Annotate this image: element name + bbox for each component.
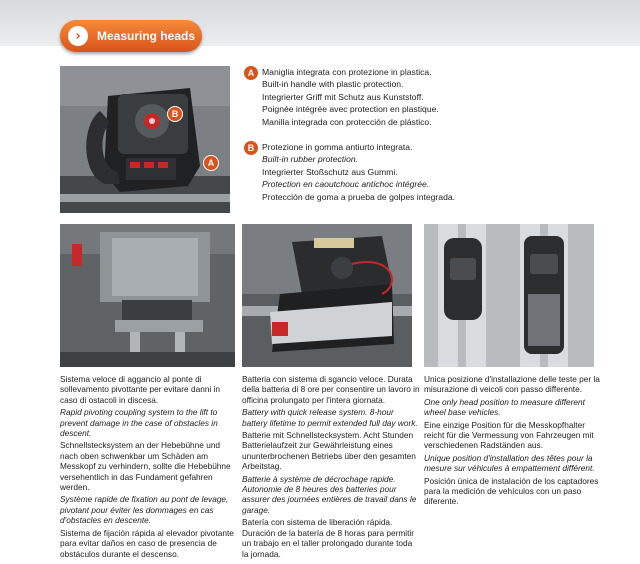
column-paragraph: Posición única de instalación de los captadores para la medición de vehículos con un paso diferente. xyxy=(424,475,599,507)
column-paragraph: Rapid pivoting coupling system to the lift to prevent damage in the case of obstacles in descent. xyxy=(60,407,218,439)
column-paragraph: Unica posizione d'installazione delle teste per la misurazione di veicoli con passo differente. xyxy=(424,374,600,395)
column-wheelbase xyxy=(424,374,602,509)
feature-b-line: Protezione in gomma antiurto integrata. xyxy=(262,142,413,152)
battery-illustration xyxy=(242,224,412,367)
photo-wheelbase xyxy=(424,224,594,367)
feature-a-line: Built-in handle with plastic protection. xyxy=(262,79,404,90)
column-paragraph: Sistema veloce di aggancio al ponte di sollevamento pivottante per evitare danni in caso di ostacoli in discesa. xyxy=(60,374,221,405)
section-title-pill xyxy=(60,20,202,52)
column-paragraph: Sistema de fijación rápida al elevador pivotante para evitar daños en caso de presencia de obstáculos durante el descenso. xyxy=(60,527,234,559)
feature-b-line: Built-in rubber protection. xyxy=(262,154,359,165)
feature-b-line: Integrierter Stoßschutz aus Gummi. xyxy=(262,166,398,177)
photo-badge-b: B xyxy=(168,107,182,121)
photo-measuring-head xyxy=(60,66,230,213)
column-paragraph: Eine einzige Position für die Messkopfhalter reicht für die Vermessung von Fahrzeugen mit verschiedenen Radständen aus. xyxy=(424,419,594,451)
column-coupling xyxy=(60,374,238,561)
photo-battery xyxy=(242,224,412,367)
feature-a-line: Poignée intégrée avec protection en plastique. xyxy=(262,104,439,115)
column-paragraph: Batteria con sistema di sgancio veloce. Durata della batteria di 8 ore per consentire un lavoro in officina prolungato per l'intera giornata. xyxy=(242,374,420,405)
column-paragraph: Batería con sistema de liberación rápida. Duración de la batería de 8 horas para permitir un trabajo en el taller prolongado durante toda la jornada. xyxy=(242,517,415,559)
feature-a xyxy=(244,66,439,128)
feature-b-line: Protección de goma a prueba de golpes integrada. xyxy=(262,191,456,202)
feature-b-line: Protection en caoutchouc antichoc intégrée. xyxy=(262,179,430,190)
section-title: Measuring heads xyxy=(97,29,196,43)
feature-badge-a: A xyxy=(244,66,258,80)
feature-b xyxy=(244,141,455,203)
feature-a-line: Maniglia integrata con protezione in plastica. xyxy=(262,67,432,77)
column-battery xyxy=(242,374,420,561)
column-paragraph: Unique position d'installation des têtes pour la mesure sur véhicules à empattement différent. xyxy=(424,452,595,474)
column-paragraph: Schnellstecksystem an der Hebebühne und nach oben schwenkbar um Schäden am Messkopf zu verhindern, sollte die Hebebühne versehentlich in das Fundament gefahren werden. xyxy=(60,440,231,493)
wheelbase-illustration xyxy=(424,224,594,367)
column-paragraph: Système rapide de fixation au pont de levage, pivotant pour éviter les dommages en cas d'obstacles en descente. xyxy=(60,494,229,526)
feature-a-line: Manilla integrada con protección de plástico. xyxy=(262,116,432,127)
column-paragraph: Battery with quick release system. 8-hour battery lifetime to permit extended full day work. xyxy=(242,407,418,428)
feature-badge-b: B xyxy=(244,141,258,155)
coupling-illustration xyxy=(60,224,235,367)
feature-a-line: Integrierter Griff mit Schutz aus Kunststoff. xyxy=(262,91,424,102)
column-paragraph: One only head position to measure different wheel base vehicles. xyxy=(424,396,585,418)
photo-coupling-system xyxy=(60,224,235,367)
photo-badge-a: A xyxy=(204,156,218,170)
measuring-head-illustration xyxy=(60,66,230,213)
chevron-right-icon: › xyxy=(68,26,88,46)
column-paragraph: Batterie à système de décrochage rapide. Autonomie de 8 heures des batteries pour assurer des journées entières de travail dans le garage. xyxy=(242,473,417,515)
column-paragraph: Batterie mit Schnellstecksystem. Acht Stunden Batterielaufzeit zur Gewährleistung eines ununterbrochenen Betriebs über den gesamten Arbeitstag. xyxy=(242,430,416,472)
